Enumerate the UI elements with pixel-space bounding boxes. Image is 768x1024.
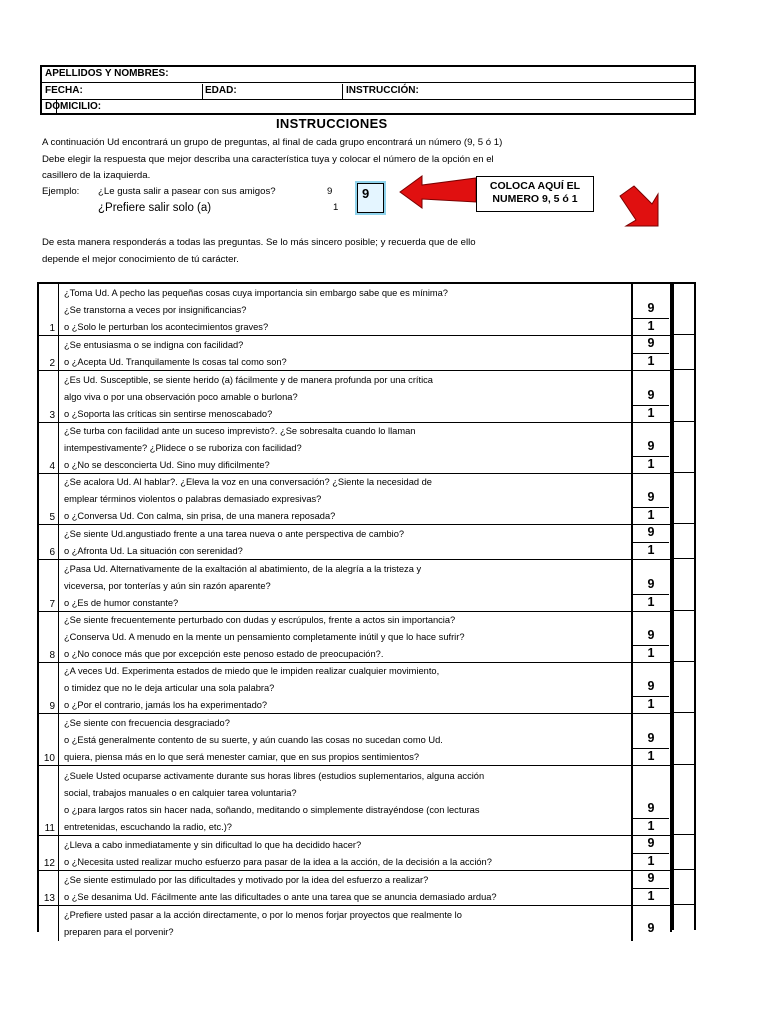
question-number — [39, 766, 59, 835]
question-row — [39, 612, 670, 663]
question-text: o ¿Necesita usted realizar mucho esfuerzo para pasar de la idea a la acción, de la decisión a la acción? — [64, 857, 492, 867]
answer-cell-divider — [674, 764, 694, 765]
question-row — [39, 474, 670, 525]
example-number-1: 9 — [327, 186, 333, 197]
question-text: ¿A veces Ud. Experimenta estados de miedo que le impiden realizar cualquier movimiento, — [64, 666, 440, 676]
question-text: ¿Conserva Ud. A menudo en la mente un pensamiento completamente inútil y que lo hace sufrir? — [64, 632, 465, 642]
intro-line-1: A continuación Ud encontrará un grupo de preguntas, al final de cada grupo encontrará un número (9, 5 ó 1) — [42, 137, 503, 148]
question-text: intempestivamente? ¿Plidece o se ruboriza con facilidad? — [64, 443, 302, 453]
question-text: emplear términos violentos o palabras demasiado expresivas? — [64, 494, 322, 504]
option-values — [631, 766, 669, 835]
option-values — [631, 906, 669, 941]
option-value-1: 1 — [647, 319, 655, 333]
question-number — [39, 474, 59, 524]
option-values — [631, 371, 669, 422]
question-number — [39, 906, 59, 941]
option-value-9: 9 — [647, 577, 655, 591]
question-number-text: 12 — [43, 858, 55, 869]
intro-line-2: Debe elegir la respuesta que mejor describa una característica tuya y colocar el número de la opción en el — [42, 154, 494, 165]
option-value-9: 9 — [647, 836, 655, 850]
question-text: o ¿Afronta Ud. La situación con serenidad? — [64, 546, 243, 556]
question-row — [39, 871, 670, 906]
question-number — [39, 336, 59, 370]
option-value-1: 1 — [647, 354, 655, 368]
edad-label: EDAD: — [205, 85, 237, 96]
example-label: Ejemplo: — [42, 186, 80, 197]
question-text: o ¿Solo le perturban los acontecimientos graves? — [64, 322, 269, 332]
option-value-9: 9 — [647, 301, 655, 315]
option-value-9: 9 — [647, 336, 655, 350]
option-value-9: 9 — [647, 439, 655, 453]
closing-line-2: depende el mejor conocimiento de tú carácter. — [42, 254, 239, 265]
question-row — [39, 284, 670, 336]
callout-box: COLOCA AQUÍ EL NUMERO 9, 5 ó 1 — [476, 176, 594, 212]
question-row — [39, 371, 670, 423]
question-row — [39, 525, 670, 560]
option-value-1: 1 — [647, 854, 655, 868]
option-values — [631, 836, 669, 870]
question-row — [39, 836, 670, 871]
option-value-9: 9 — [647, 490, 655, 504]
option-values — [631, 525, 669, 559]
question-text: preparen para el porvenir? — [64, 927, 174, 937]
answer-cell-divider — [674, 472, 694, 473]
answer-cell-divider — [674, 523, 694, 524]
answer-cell-divider — [674, 904, 694, 905]
option-value-9: 9 — [647, 388, 655, 402]
question-text: o ¿Soporta las críticas sin sentirse menoscabado? — [64, 409, 273, 419]
question-text: ¿Suele Usted ocuparse activamente durante sus horas libres (estudios suplementarios, alguna acción — [64, 771, 485, 781]
question-text: entretenidas, escuchando la radio, etc.)? — [64, 822, 232, 832]
apellidos-label: APELLIDOS Y NOMBRES: — [45, 68, 169, 79]
question-number-text: 1 — [49, 323, 55, 334]
question-row — [39, 906, 670, 941]
closing-line-1: De esta manera responderás a todas las preguntas. Se lo más sincero posible; y recuerda que de ello — [42, 237, 476, 248]
question-text: ¿Se siente Ud.angustiado frente a una tarea nueva o ante perspectiva de cambio? — [64, 529, 405, 539]
question-text: ¿Se turba con facilidad ante un suceso imprevisto?. ¿Se sobresalta cuando lo llaman — [64, 426, 416, 436]
question-text: ¿Lleva a cabo inmediatamente y sin dificultad lo que ha decidido hacer? — [64, 840, 362, 850]
question-text: o ¿Está generalmente contento de su suerte, y aún cuando las cosas no sucedan como Ud. — [64, 735, 443, 745]
answer-cell-divider — [674, 334, 694, 335]
questions-table — [37, 282, 672, 937]
example-number-2: 1 — [333, 202, 339, 213]
question-number-text: 7 — [49, 599, 55, 610]
question-number-text: 9 — [49, 701, 55, 712]
question-text: o ¿No conoce más que por excepción este penoso estado de preocupación?. — [64, 649, 384, 659]
question-text: ¿Se siente frecuentemente perturbado con dudas y escrúpulos, frente a actos sin importancia? — [64, 615, 456, 625]
answer-cell-divider — [674, 421, 694, 422]
instructions-title: INSTRUCCIONES — [276, 116, 388, 131]
question-number — [39, 836, 59, 870]
instruccion-label: INSTRUCCIÓN: — [346, 85, 419, 96]
question-row — [39, 336, 670, 371]
question-text: ¿Se transtorna a veces por insignificancias? — [64, 305, 247, 315]
intro-line-3: casillero de la izaquierda. — [42, 170, 151, 181]
question-text: algo viva o por una observación poco amable o burlona? — [64, 392, 298, 402]
option-values — [631, 474, 669, 524]
option-values — [631, 284, 669, 335]
question-text: o ¿para largos ratos sin hacer nada, soñando, meditando o simplemente distrayéndose (con lecturas — [64, 805, 480, 815]
example-question-1: ¿Le gusta salir a pasear con sus amigos? — [98, 186, 276, 197]
option-value-1: 1 — [647, 819, 655, 833]
question-text: ¿Pasa Ud. Alternativamente de la exaltación al abatimiento, de la alegría a la tristeza y — [64, 564, 422, 574]
question-number — [39, 612, 59, 662]
option-values — [631, 871, 669, 905]
question-number-text: 6 — [49, 547, 55, 558]
question-text: o ¿Por el contrario, jamás los ha experimentado? — [64, 700, 268, 710]
option-value-1: 1 — [647, 508, 655, 522]
question-text: ¿Se siente estimulado por las dificultades y motivado por la idea del esfuerzo a realizar? — [64, 875, 429, 885]
personal-data-box — [40, 65, 696, 115]
option-values — [631, 336, 669, 370]
question-text: ¿Se siente con frecuencia desgraciado? — [64, 718, 230, 728]
question-text: viceversa, por tonterías y aún sin razón aparente? — [64, 581, 271, 591]
example-question-2: ¿Prefiere salir solo (a) — [98, 202, 212, 214]
question-text: ¿Se entusiasma o se indigna con facilidad? — [64, 340, 244, 350]
answer-cell-divider — [674, 661, 694, 662]
option-value-9: 9 — [647, 801, 655, 815]
question-text: o ¿Es de humor constante? — [64, 598, 179, 608]
question-number-text: 3 — [49, 410, 55, 421]
question-number-text: 4 — [49, 461, 55, 472]
option-values — [631, 423, 669, 473]
option-value-1: 1 — [647, 406, 655, 420]
question-number-text: 8 — [49, 650, 55, 661]
answer-cell-divider — [674, 369, 694, 370]
domicilio-label: DOMICILIO: — [45, 101, 102, 112]
answer-cell-divider — [674, 558, 694, 559]
option-values — [631, 663, 669, 713]
question-row — [39, 663, 670, 714]
question-text: quiera, piensa más en lo que será menester camiar, que en sus propios sentimientos? — [64, 752, 420, 762]
question-text: o ¿Se desanima Ud. Fácilmente ante las dificultades o ante una tarea que se anuncia demasiado ardua? — [64, 892, 497, 902]
question-row — [39, 560, 670, 612]
option-value-9: 9 — [647, 871, 655, 885]
question-text: ¿Es Ud. Susceptible, se siente herido (a) fácilmente y de manera profunda por una crítica — [64, 375, 433, 385]
question-number-text: 10 — [43, 753, 55, 764]
option-value-9: 9 — [647, 628, 655, 642]
down-right-arrow-icon — [616, 182, 662, 228]
answer-cell-divider — [674, 834, 694, 835]
option-value-1: 1 — [647, 543, 655, 557]
question-number — [39, 871, 59, 905]
option-value-1: 1 — [647, 595, 655, 609]
question-number — [39, 525, 59, 559]
question-number-text: 11 — [44, 823, 55, 834]
question-number — [39, 371, 59, 422]
question-row — [39, 766, 670, 836]
question-text: o ¿Conversa Ud. Con calma, sin prisa, de una manera reposada? — [64, 511, 336, 521]
option-values — [631, 714, 669, 765]
option-value-1: 1 — [647, 749, 655, 763]
answer-column — [672, 282, 696, 930]
question-text: ¿Se acalora Ud. Al hablar?. ¿Eleva la voz en una conversación? ¿Siente la necesidad de — [64, 477, 432, 487]
answer-cell-divider — [674, 610, 694, 611]
option-value-9: 9 — [647, 525, 655, 539]
option-value-9: 9 — [647, 679, 655, 693]
example-answer-box: 9 — [357, 183, 384, 213]
option-values — [631, 560, 669, 611]
question-number-text: 5 — [49, 512, 55, 523]
option-values — [631, 612, 669, 662]
option-value-1: 1 — [647, 457, 655, 471]
option-value-1: 1 — [647, 646, 655, 660]
question-number — [39, 423, 59, 473]
fecha-label: FECHA: — [45, 85, 83, 96]
question-number-text: 13 — [43, 893, 55, 904]
question-text: o ¿No se desconcierta Ud. Sino muy dificilmente? — [64, 460, 270, 470]
question-row — [39, 423, 670, 474]
question-text: o timidez que no le deja articular una sola palabra? — [64, 683, 275, 693]
question-text: ¿Toma Ud. A pecho las pequeñas cosas cuya importancia sin embargo sabe que es mínima? — [64, 288, 448, 298]
answer-cell-divider — [674, 712, 694, 713]
question-number-text: 2 — [49, 358, 55, 369]
question-text: o ¿Acepta Ud. Tranquilamente ls cosas tal como son? — [64, 357, 287, 367]
option-value-1: 1 — [647, 697, 655, 711]
option-value-1: 1 — [647, 889, 655, 903]
answer-cell-divider — [674, 869, 694, 870]
option-value-9: 9 — [647, 921, 655, 935]
left-arrow-icon — [398, 172, 478, 212]
question-number — [39, 560, 59, 611]
question-number — [39, 663, 59, 713]
question-row — [39, 714, 670, 766]
question-text: ¿Prefiere usted pasar a la acción directamente, o por lo menos forjar proyectos que realmente lo — [64, 910, 462, 920]
question-text: social, trabajos manuales o en calquier tarea voluntaria? — [64, 788, 297, 798]
option-value-9: 9 — [647, 731, 655, 745]
question-number — [39, 284, 59, 335]
question-number — [39, 714, 59, 765]
